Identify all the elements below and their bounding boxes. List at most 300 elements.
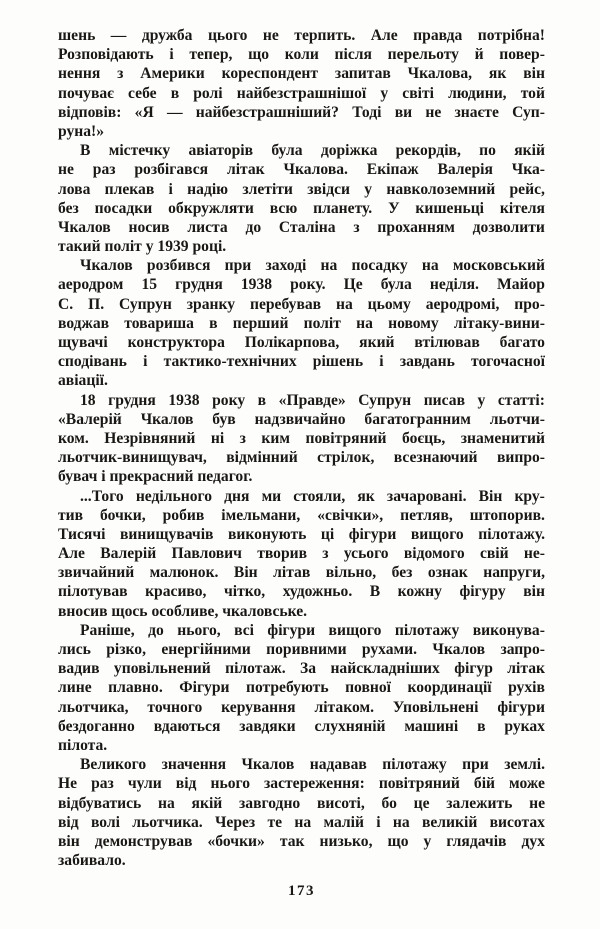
word: енергійними [161,641,251,658]
word: аеродром [58,276,124,294]
word: винищувачів [119,525,214,543]
word: у [423,832,432,850]
word: «Я [134,103,154,121]
word: Сталіна [278,218,336,236]
word: Він [478,487,503,505]
word: цьому [367,295,411,313]
word: й [474,46,484,64]
word: нення [58,65,101,83]
word: ...Того [80,487,124,505]
word: правда [413,27,463,44]
paragraph [58,256,545,390]
word: щувачі [58,334,108,351]
word: Незрівняний [104,429,196,447]
word: в [477,717,486,735]
text-line: пілота. [58,736,108,754]
word: випро- [496,449,545,467]
word: імельмани, [221,506,301,524]
text-line: забивало. [58,852,126,870]
word: Валерій [100,545,157,563]
word: при [462,756,489,774]
word: петляв, [400,506,453,524]
word: стояли, [293,487,346,505]
word: він [523,583,545,601]
word: на [158,794,175,812]
text-line [58,352,545,371]
word: тепер, [189,46,233,64]
text-line [58,410,545,429]
word: шень [58,27,96,44]
text-line [58,487,545,506]
word: виконують [227,525,307,543]
word: пілотував [58,583,128,601]
word: не [262,27,279,44]
word: як [357,487,375,505]
paragraph [58,621,545,755]
word: всі [234,621,254,639]
word: зачаровані. [386,487,467,505]
word: конструктора [127,334,225,351]
word: ви [394,103,413,121]
word: відмінний [226,449,298,467]
word: найскладніших [330,660,440,678]
word: навколоземний [386,180,496,198]
word: повної [345,679,391,697]
word: різко, [106,641,146,658]
word: тактико-технічних [163,353,297,371]
word: зранку [186,295,236,313]
text-line [58,391,545,410]
word: те [267,813,283,831]
word: 18 [80,391,96,409]
word: демонстрував [94,832,193,850]
word: повер- [499,46,545,64]
word: запитав [334,65,391,83]
word: розбився [146,257,211,275]
word: літав [273,564,311,582]
word: — [110,27,127,44]
word: Він [233,564,258,582]
word: це [413,794,430,812]
word: в [170,84,180,102]
word: В [369,583,381,601]
word: перший [232,314,289,332]
word: Фігури [179,679,230,697]
word: Чкалов [80,257,133,275]
word: пілотажу [394,621,460,639]
word: фігури [267,621,316,639]
word: плавно. [108,679,163,697]
word: Чкалов [58,218,111,236]
word: П. [88,295,105,313]
word: року. [290,276,326,294]
word: завгодно [239,794,301,812]
paragraph [58,755,545,870]
paragraph [58,391,545,487]
word: ким [261,429,291,447]
word: тогочасної [471,353,545,371]
word: вищого [328,621,382,639]
word: в [209,314,218,332]
word: найбезстрашнішої [236,84,367,102]
word: Чкалов [241,756,295,774]
word: що [387,832,409,850]
word: аеродромі, [425,295,500,313]
word: обкружляти [168,199,254,217]
word: ознак [427,564,468,582]
word: на [392,813,410,831]
word: ком. [58,429,89,447]
word: Павлович [171,545,242,563]
word: повітряний [305,429,387,447]
word: плекав [104,180,155,198]
word: багатогранним [364,410,471,428]
word: бо [381,794,397,812]
word: заході [265,257,307,275]
word: стрілок, [317,449,375,467]
word: точного [147,698,203,716]
word: бездоганно [58,717,135,735]
word: відбуватись [58,794,142,812]
word: льотчик-винищувач, [58,449,207,467]
word: керування [221,698,296,716]
text-line [58,275,545,294]
word: бій [473,775,496,793]
word: У [388,199,400,217]
word: застереження: [264,775,365,793]
word: проханням [377,218,455,236]
word: фігури [348,525,397,543]
word: може [509,775,545,793]
word: і [379,353,384,371]
word: усього [343,545,389,563]
word: лине [58,679,92,697]
word: — [166,103,183,121]
word: грудня [108,391,156,409]
word: Тоді [352,103,382,121]
word: завдяки [239,717,296,735]
word: літаку-вини- [453,314,545,332]
word: про- [514,295,545,313]
word: повітряний [378,775,460,793]
word: нього, [177,621,221,639]
word: і [168,180,173,198]
word: знаменитий [460,429,545,447]
word: не [529,794,545,812]
text-line [58,64,545,83]
word: дух [521,832,545,850]
text-line [58,295,545,314]
word: всезнаючий [393,449,478,467]
word: нього [210,775,250,793]
word: Тисячі [58,525,106,543]
word: Майор [497,276,545,294]
word: Великого [80,756,147,774]
word: фігуру [459,583,506,601]
word: льотчика, [58,698,129,716]
word: всю [269,199,298,217]
word: пілотажу. [478,525,545,543]
text-line [58,640,545,659]
word: воджав [58,314,110,332]
word: дозволити [472,218,545,236]
word: В [80,142,91,160]
word: світі [402,84,434,102]
word: посадки [94,199,153,217]
text-line: такий політ у 1939 році. [58,238,227,256]
word: раз [92,161,116,179]
word: почуває [58,84,114,102]
word: Раніше, [80,621,135,639]
word: чули [127,775,162,793]
word: Уповільнені [392,698,479,716]
text-line [58,582,545,601]
word: «Валерій [58,410,122,428]
word: розбігався [134,161,209,179]
word: пілотаж. [225,660,286,678]
text-line [58,794,545,813]
text-line: руна!» [58,122,105,140]
word: на [356,314,373,332]
paragraph [58,487,545,621]
word: від [175,775,197,793]
word: боєць, [402,429,446,447]
word: посадку [351,257,408,275]
word: і [376,813,381,831]
word: він [58,832,80,850]
word: була [271,142,303,160]
word: ролі [193,84,223,102]
word: втілював [414,334,480,351]
word: чітко, [223,583,266,601]
text-line [58,659,545,678]
text-line [58,698,545,717]
text-line [58,256,545,275]
word: по [479,142,496,160]
word: від [58,813,79,831]
word: Чкалов [140,410,194,428]
word: уповільнений [113,660,211,678]
word: льотчика. [132,813,203,831]
word: з [117,65,124,83]
word: тив [58,506,84,524]
word: не- [523,545,545,563]
word: висоті, [316,794,365,812]
word: Полікарпова, [244,334,340,351]
word: Це [343,276,363,294]
word: літак [507,660,545,678]
text-line [58,26,545,45]
text-block [58,26,545,870]
word: без [58,199,79,217]
text-line [58,755,545,774]
word: московський [452,257,545,275]
word: рекордів, [395,142,461,160]
text-line [58,525,545,544]
word: запро- [500,641,545,658]
word: художньо. [282,583,353,601]
word: писав [423,391,465,409]
text-line [58,84,545,103]
word: якій [191,794,223,812]
word: малій [323,813,364,831]
word: перельоту [387,46,459,64]
word: доріжка [320,142,378,160]
word: себе [128,84,157,102]
word: низько, [319,832,373,850]
text-line [58,45,545,64]
word: Суп- [512,103,545,121]
word: літаком. [314,698,374,716]
text-line [58,774,545,793]
word: ці [320,525,335,543]
word: Чкалов [432,641,486,658]
word: значення [161,756,227,774]
word: була [380,276,412,294]
word: творив [257,545,308,563]
word: лова [58,180,91,198]
word: напруги, [483,564,545,582]
word: коли [284,46,319,64]
word: рейс, [509,180,545,198]
word: містечку [108,142,171,160]
text-line [58,621,545,640]
text-line: авіації. [58,372,108,390]
word: що [248,46,270,64]
word: Чкалова. [283,161,348,179]
paragraph [58,26,545,141]
word: кітеля [499,199,545,217]
text-line [58,199,545,218]
word: статті: [497,391,545,409]
paragraph [58,141,545,256]
word: як [488,65,507,83]
page-number: 173 [288,883,315,900]
word: грудня [175,276,223,294]
word: «бочки» [207,832,265,850]
word: на [294,813,312,831]
word: так [279,832,305,850]
word: льотчи- [489,410,545,428]
word: багато [499,334,545,351]
word: перебував [249,295,322,313]
text-line: вносив щось особливе, чкаловське. [58,602,308,620]
word: після [334,46,372,64]
word: авіаторів [188,142,254,160]
text-line [58,160,545,179]
word: ні [210,429,225,447]
word: політ [303,314,341,332]
word: найбезстрашніший? [195,103,339,121]
word: кишеньці [415,199,485,217]
word: потребують [245,679,329,697]
word: вільно, [325,564,377,582]
word: без [391,564,413,582]
word: надавав [309,756,367,774]
text-line [58,678,545,697]
text-line [58,103,545,122]
word: з [239,429,246,447]
word: залежить [446,794,513,812]
text-line [58,717,545,736]
word: Супрун [358,391,412,409]
word: свій [479,545,509,563]
word: Розповідають [58,46,154,64]
word: Супрун [118,295,172,313]
word: на [335,295,353,313]
word: відповів: [58,103,122,121]
word: новому [388,314,439,332]
word: вищого [410,525,464,543]
word: у [364,180,373,198]
text-line [58,448,545,467]
word: якій [514,142,545,160]
word: відомого [403,545,465,563]
word: «Правде» [278,391,346,409]
word: глядачів [446,832,507,850]
word: потрібна! [477,27,545,44]
word: Через [214,813,256,831]
word: красиво, [145,583,207,601]
word: товариша [124,314,194,332]
word: Але [58,545,85,563]
word: сподівань [58,353,127,371]
word: і [143,353,148,371]
word: Екіпаж [366,161,419,179]
word: Валерія [437,161,493,179]
word: у [477,391,486,409]
word: був [212,410,236,428]
word: Америки [140,65,205,83]
word: неділя. [429,276,479,294]
word: 1938 [240,276,273,294]
word: робив [162,506,205,524]
word: і [169,46,174,64]
text-line [58,832,545,851]
word: Не [58,775,78,793]
text-line [58,429,545,448]
word: не [425,103,442,121]
word: до [148,621,164,639]
word: той [520,84,545,102]
word: вадив [58,660,100,678]
word: лись [58,641,91,658]
word: машині [404,717,459,735]
word: носив [128,218,170,236]
text-line [58,506,545,525]
word: на [421,257,439,275]
text-line [58,563,545,582]
word: планету. [313,199,373,217]
text-line [58,333,545,352]
word: раз [91,775,114,793]
word: бочки, [100,506,146,524]
word: рухів [508,679,545,697]
word: фігури [497,698,545,716]
word: фігур [454,660,493,678]
text-line: бувач і прекрасний педагог. [58,468,253,486]
word: людини, [448,84,507,102]
word: 1938 [168,391,200,409]
word: 15 [141,276,158,294]
word: з [353,218,360,236]
word: завдань [399,353,455,371]
word: який [359,334,395,351]
word: кореспондент [221,65,319,83]
word: слухняній [314,717,386,735]
text-line [58,813,545,832]
word: надію [187,180,229,198]
